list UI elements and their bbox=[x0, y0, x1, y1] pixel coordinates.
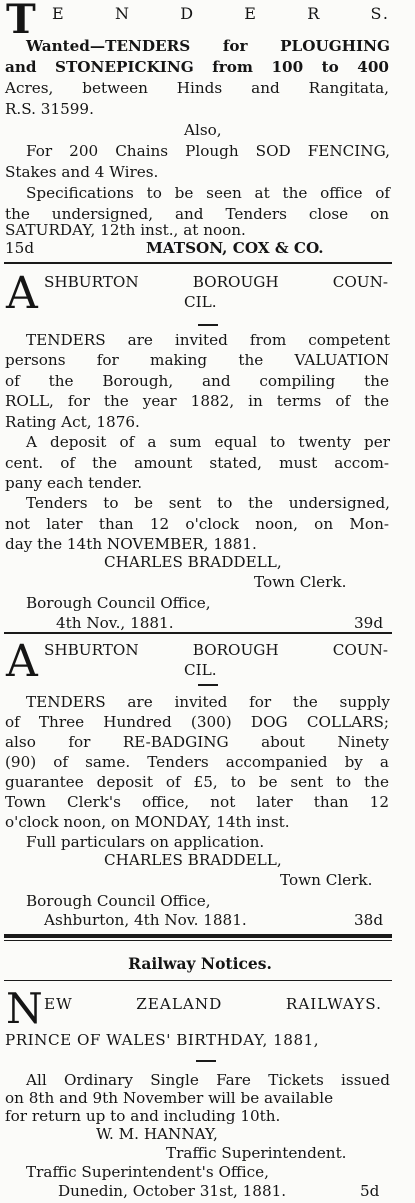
tenders-line: Wanted—TENDERS for PLOUGHING bbox=[26, 37, 390, 55]
council-office: Borough Council Office, bbox=[26, 892, 211, 910]
tenders-line: and STONEPICKING from 100 to 400 bbox=[5, 58, 389, 76]
tenders-line: the undersigned, and Tenders close on bbox=[5, 205, 389, 223]
tenders-also: Also, bbox=[184, 121, 222, 139]
council-line: Tenders to be sent to the undersigned, bbox=[26, 494, 390, 512]
divider bbox=[4, 262, 392, 264]
tenders-line: R.S. 31599. bbox=[5, 100, 94, 118]
council-line: guarantee deposit of £5, to be sent to the bbox=[5, 773, 389, 791]
council-line: o'clock noon, on MONDAY, 14th inst. bbox=[5, 813, 290, 831]
railways-office: Traffic Superintendent's Office, bbox=[26, 1163, 269, 1181]
heading-dash bbox=[196, 1060, 216, 1062]
council-line: ROLL, for the year 1882, in terms of the bbox=[5, 392, 389, 410]
council-title: Town Clerk. bbox=[254, 573, 347, 591]
council-date: Ashburton, 4th Nov. 1881. bbox=[44, 911, 247, 929]
railways-drop-cap: N bbox=[6, 984, 43, 1033]
council-line: Town Clerk's office, not later than 12 bbox=[5, 793, 389, 811]
railways-heading: EW ZEALAND RAILWAYS. bbox=[44, 995, 382, 1013]
council-line: pany each tender. bbox=[5, 474, 143, 492]
council-line: persons for making the VALUATION bbox=[5, 351, 389, 369]
tenders-line: Acres, between Hinds and Rangitata, bbox=[5, 79, 389, 97]
railways-ref: 5d bbox=[360, 1182, 380, 1200]
council-line: of the Borough, and compiling the bbox=[5, 372, 389, 390]
council-signer: CHARLES BRADDELL, bbox=[104, 553, 282, 571]
council-line: not later than 12 o'clock noon, on Mon- bbox=[5, 515, 389, 533]
council-line: of Three Hundred (300) DOG COLLARS; bbox=[5, 713, 389, 731]
council-line: (90) of same. Tenders accompanied by a bbox=[5, 753, 389, 771]
railways-subheading: PRINCE OF WALES' BIRTHDAY, 1881, bbox=[5, 1031, 320, 1049]
heading-dash bbox=[198, 684, 218, 686]
council-drop-cap: A bbox=[6, 636, 38, 687]
council-line: A deposit of a sum equal to twenty per bbox=[26, 433, 390, 451]
tenders-line: For 200 Chains Plough SOD FENCING, bbox=[26, 142, 390, 160]
council-date: 4th Nov., 1881. bbox=[56, 614, 174, 632]
council-line: also for RE-BADGING about Ninety bbox=[5, 733, 389, 751]
tenders-heading: E N D E R S. bbox=[52, 4, 390, 23]
council-line: TENDERS are invited from competent bbox=[26, 331, 390, 349]
council-line: Rating Act, 1876. bbox=[5, 413, 140, 431]
railways-date: Dunedin, October 31st, 1881. bbox=[58, 1182, 287, 1200]
council-office: Borough Council Office, bbox=[26, 594, 211, 612]
tenders-line: Specifications to be seen at the office of bbox=[26, 184, 390, 202]
council-heading-cont: CIL. bbox=[184, 293, 217, 311]
thick-divider bbox=[4, 934, 392, 938]
tenders-advertiser: MATSON, COX & CO. bbox=[146, 239, 324, 257]
council-line: TENDERS are invited for the supply bbox=[26, 693, 390, 711]
railways-line: All Ordinary Single Fare Tickets issued bbox=[26, 1071, 390, 1089]
tenders-ref: 15d bbox=[5, 239, 35, 257]
council-heading: SHBURTON BOROUGH COUN- bbox=[44, 641, 388, 659]
divider bbox=[4, 940, 392, 941]
tenders-line: Stakes and 4 Wires. bbox=[5, 163, 159, 181]
divider bbox=[4, 632, 392, 634]
heading-dash bbox=[198, 324, 218, 326]
council-heading-cont: CIL. bbox=[184, 661, 217, 679]
council-heading: SHBURTON BOROUGH COUN- bbox=[44, 273, 388, 291]
railways-title: Traffic Superintendent. bbox=[166, 1144, 347, 1162]
railways-line: for return up to and including 10th. bbox=[5, 1107, 281, 1125]
council-drop-cap: A bbox=[6, 268, 38, 319]
section-heading: Railway Notices. bbox=[128, 954, 272, 973]
railways-signer: W. M. HANNAY, bbox=[96, 1125, 218, 1143]
council-line: Full particulars on application. bbox=[26, 833, 265, 851]
railways-line: on 8th and 9th November will be available bbox=[5, 1089, 334, 1107]
tenders-drop-cap: T bbox=[6, 0, 36, 43]
council-title: Town Clerk. bbox=[280, 871, 373, 889]
council-ref: 39d bbox=[354, 614, 384, 632]
council-signer: CHARLES BRADDELL, bbox=[104, 851, 282, 869]
council-line: day the 14th NOVEMBER, 1881. bbox=[5, 535, 257, 553]
council-line: cent. of the amount stated, must accom- bbox=[5, 454, 389, 472]
divider bbox=[4, 980, 392, 981]
council-ref: 38d bbox=[354, 911, 384, 929]
tenders-line: SATURDAY, 12th inst., at noon. bbox=[5, 221, 246, 239]
